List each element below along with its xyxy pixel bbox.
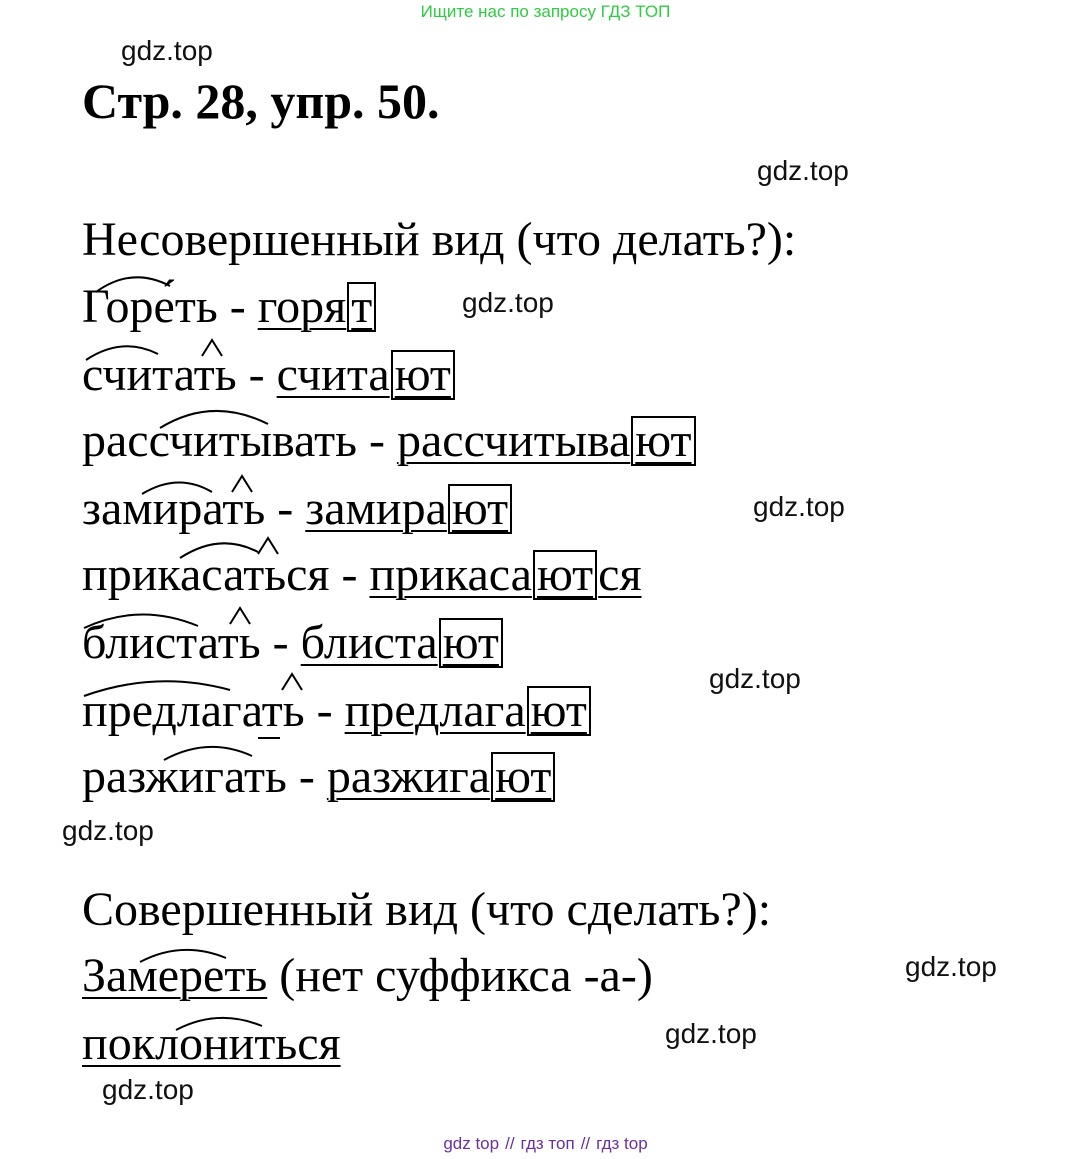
watermark: gdz.top [757, 155, 849, 186]
perfective-verb: поклониться [82, 1017, 341, 1070]
verb-form-base: рассчитыва [396, 414, 631, 467]
footer-separator: // [580, 1134, 591, 1153]
verb-row [82, 686, 592, 736]
watermark: gdz.top [102, 1074, 194, 1105]
footer-link[interactable]: gdz top [443, 1134, 500, 1153]
ending-box: ют [631, 416, 695, 466]
footer-link[interactable]: гдз топ [520, 1134, 575, 1153]
verb-row [82, 484, 513, 534]
verb-row [82, 282, 377, 332]
top-banner: Ищите нас по запросу ГДЗ ТОП [420, 2, 671, 21]
ending-box: ют [491, 752, 555, 802]
verb-infinitive: замирать [82, 482, 266, 535]
perfective-row [82, 949, 653, 1002]
verb-row [82, 752, 556, 802]
perfective-row [82, 1017, 341, 1070]
verb-form-base: счита [276, 348, 390, 401]
dash: - [329, 548, 370, 601]
watermark: gdz.top [665, 1018, 757, 1049]
dash: - [286, 750, 327, 803]
watermark: gdz.top [709, 663, 801, 694]
perfective-heading: Совершенный вид (что сделать?): [82, 883, 772, 936]
ending-box: ют [533, 550, 597, 600]
dash: - [236, 348, 277, 401]
verb-infinitive: предлагать [82, 684, 305, 737]
verb-infinitive: Горе́ть [82, 280, 218, 333]
verb-form-base: разжига [326, 750, 491, 803]
verb-form-base: прикаса [369, 548, 532, 601]
verb-form-base: блиста [300, 616, 438, 669]
perfective-note: (нет суффикса -а-) [267, 949, 653, 1002]
page-title: Стр. 28, упр. 50. [82, 73, 440, 129]
dash: - [260, 616, 301, 669]
watermark: gdz.top [905, 951, 997, 982]
watermark: gdz.top [753, 491, 845, 522]
footer-link[interactable]: гдз top [596, 1134, 648, 1153]
verb-infinitive: рассчитывать [82, 414, 357, 467]
footer-separator: // [505, 1134, 515, 1153]
ending-box: ют [527, 686, 591, 736]
verb-form-base: предлага [344, 684, 526, 737]
ending-box: ют [439, 618, 503, 668]
verb-row [82, 416, 697, 466]
verb-infinitive: разжигать [82, 750, 287, 803]
verb-row [82, 350, 456, 400]
ending-box: ют [448, 484, 512, 534]
ending-box: ют [391, 350, 455, 400]
watermark: gdz.top [62, 815, 154, 846]
verb-infinitive: считать [82, 348, 237, 401]
dash: - [304, 684, 345, 737]
perfective-verb: Замереть [82, 949, 268, 1002]
ending-box: т [347, 282, 376, 332]
verb-form-base: замира [305, 482, 447, 535]
verb-infinitive: блистать [82, 616, 261, 669]
footer-links [0, 1134, 1091, 1154]
verb-row [82, 618, 504, 668]
reflexive-postfix: ся [598, 548, 642, 601]
imperfective-heading: Несовершенный вид (что делать?): [82, 213, 797, 266]
watermark: gdz.top [462, 287, 554, 318]
verb-row [82, 550, 642, 600]
dash: - [356, 414, 397, 467]
dash: - [265, 482, 306, 535]
verb-infinitive: прикасаться [82, 548, 330, 601]
dash: - [217, 280, 258, 333]
verb-form-base: горя [257, 280, 347, 333]
watermark: gdz.top [121, 35, 213, 66]
